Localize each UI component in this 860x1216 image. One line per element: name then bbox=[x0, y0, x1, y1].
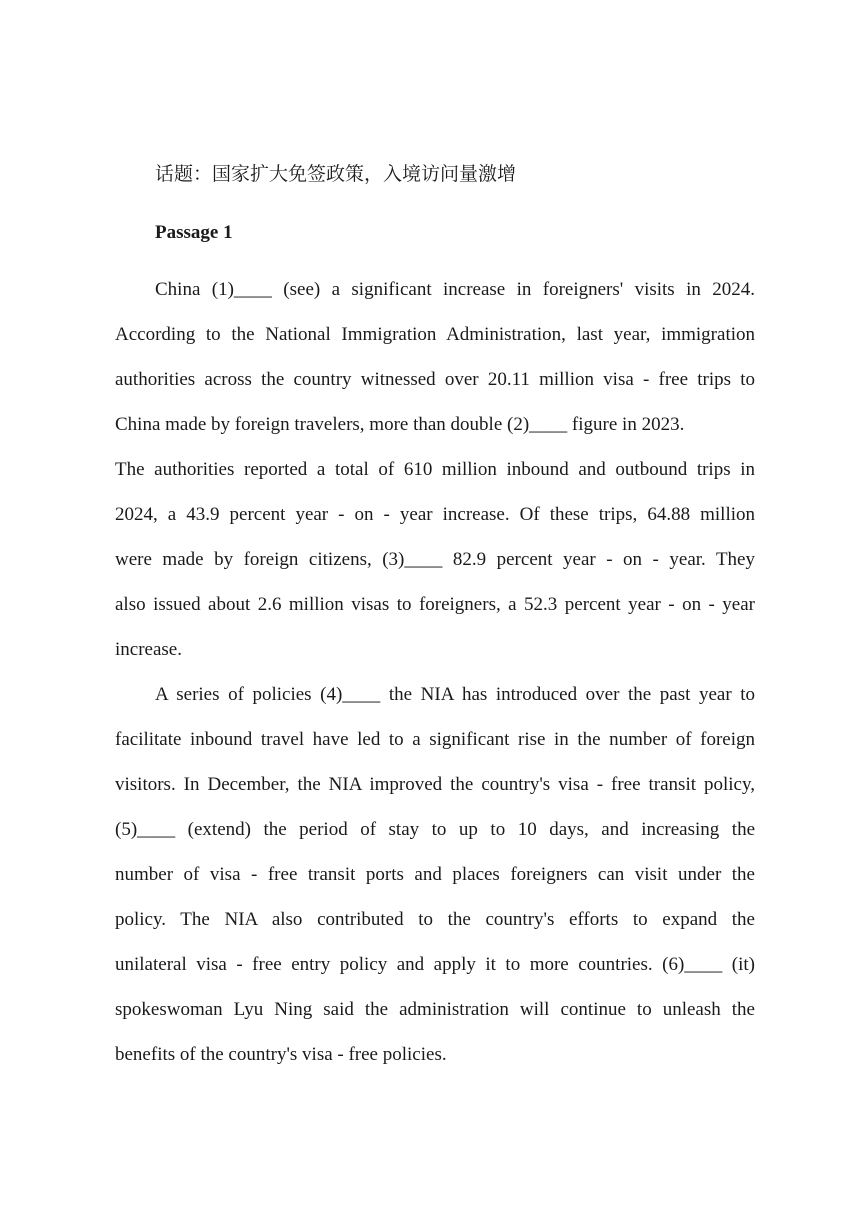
text-line: increase. bbox=[115, 639, 182, 660]
paragraph-2 bbox=[115, 447, 755, 672]
paragraph-3 bbox=[115, 672, 755, 1077]
text-line: facilitate inbound travel have led to a significant rise in the number of foreign bbox=[115, 729, 755, 750]
text-line: According to the National Immigration Administration, last year, immigration bbox=[115, 324, 755, 345]
text-line: (5)____ (extend) the period of stay to up to 10 days, and increasing the bbox=[115, 819, 755, 840]
text-line: were made by foreign citizens, (3)____ 82.9 percent year - on - year. They bbox=[115, 549, 755, 570]
text-line: number of visa - free transit ports and places foreigners can visit under the bbox=[115, 864, 755, 885]
text-line: visitors. In December, the NIA improved the country's visa - free transit policy, bbox=[115, 774, 755, 795]
text-line: The authorities reported a total of 610 million inbound and outbound trips in bbox=[115, 459, 755, 480]
text-line: also issued about 2.6 million visas to foreigners, a 52.3 percent year - on - year bbox=[115, 594, 755, 615]
text-line: 2024, a 43.9 percent year - on - year increase. Of these trips, 64.88 million bbox=[115, 504, 755, 525]
text-line: authorities across the country witnessed over 20.11 million visa - free trips to bbox=[115, 369, 755, 390]
paragraph-1 bbox=[115, 267, 755, 447]
passage-body bbox=[115, 267, 755, 1077]
text-line: benefits of the country's visa - free policies. bbox=[115, 1044, 447, 1065]
text-line: China (1)____ (see) a significant increase in foreigners' visits in 2024. bbox=[155, 279, 755, 300]
document-page bbox=[115, 152, 755, 1077]
text-line: China made by foreign travelers, more than double (2)____ figure in 2023. bbox=[115, 414, 685, 435]
topic-title: 话题：国家扩大免签政策，入境访问量激增 bbox=[155, 163, 517, 185]
passage-title: Passage 1 bbox=[155, 222, 233, 243]
text-line: unilateral visa - free entry policy and apply it to more countries. (6)____ (it) bbox=[115, 954, 755, 975]
text-line: spokeswoman Lyu Ning said the administration will continue to unleash the bbox=[115, 999, 755, 1020]
text-line: A series of policies (4)____ the NIA has introduced over the past year to bbox=[155, 684, 755, 705]
text-line: policy. The NIA also contributed to the country's efforts to expand the bbox=[115, 909, 755, 930]
